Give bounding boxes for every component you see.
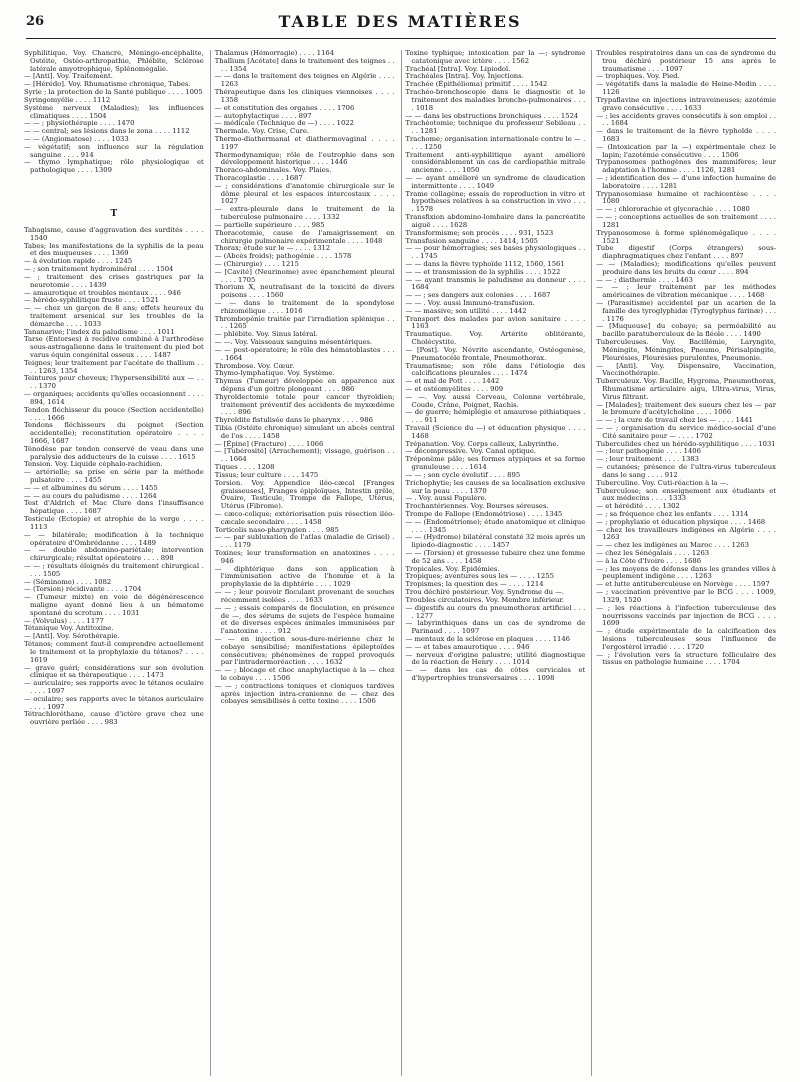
index-entry: Travail (Science du —) et éducation physique . . . . 1468 (405, 424, 586, 440)
index-entry: — [Muqueuse] du cobaye; sa perméabilité au bacille paratuberculeux de la fléole . . . . 1490 (596, 322, 776, 339)
index-entry: — amaurotique et troubles mentaux . . . . 946 (24, 288, 181, 297)
index-entry: — — dans le traitement de la spondylose rhizomélique . . . . 1016 (214, 299, 395, 315)
index-entry: Trypanosomose à forme splénomégalique . . . . 1521 (596, 228, 776, 245)
index-entry: Tabagisme, cause d'aggravation des surdités . . . . 1540 (24, 226, 204, 242)
index-columns (24, 50, 776, 1076)
index-entry: Thérapeutique dans les cliniques viennoises . . . . 1358 (214, 88, 395, 104)
index-entry: Trochantériennes. Voy. Bourses séreuses. (405, 502, 549, 511)
index-entry: — — dans les obstructions bronchiques . . . . 1524 (405, 111, 579, 120)
index-entry: — (Intoxication par la —) expérimentale chez le lapin; l'azotémie consécutive . . . . 1506 (596, 142, 776, 159)
index-entry: — phlébite. Voy. Sinus latéral. (214, 330, 318, 339)
index-entry: — extra-pleurale dans le traitement de la tuberculose pulmonaire . . . . 1332 (214, 205, 395, 222)
index-entry: Trépanation. Voy. Corps calleux, Labyrinthe. (405, 439, 559, 448)
index-entry: Thyroïdite fistulisée dans le pharynx . . . . 986 (214, 416, 373, 425)
index-entry: Ténodèse par tendon conservé de veau dans une paralysie des adducteurs de la cuisse . . . . 1615 (24, 444, 204, 461)
index-entry: — de guerre; hémiplégie et amaurose pithiatiques . . . . 911 (405, 408, 586, 425)
index-entry: — [Anti]. Voy. Dispensaire, Vaccination, Vaccinothérapie. (596, 361, 776, 378)
index-entry: — —. Voy. Vaisseaux sanguins mésentériques. (214, 338, 373, 347)
index-entry: Thalamus (Hémorragie) . . . . 1164 (214, 50, 335, 57)
index-entry: — oculaire; ses rapports avec le tétanos auriculaire . . . . 1097 (24, 694, 204, 711)
index-entry: Transfixion abdomino-lombaire dans la pancréatite aiguë . . . . 1628 (405, 213, 586, 229)
index-entry: — — ; organisation du service médico-social d'une Cité sanitaire pour — . . . . 1702 (596, 424, 776, 440)
index-entry: — — ; essais comparés de floculation, en présence de —, des sérums de sujets de l'espèce humaine et de diverses espèces animales immunisées par l'anatoxine . . . . 912 (214, 603, 395, 636)
index-entry: — et constitution des organes . . . . 1706 (214, 103, 355, 112)
index-entry: Thymus (Tumeur) développée en apparence aux dépens d'un goitre plongeant . . . . 986 (214, 377, 395, 393)
index-entry: — grave guéri; considérations sur son évolution clinique et sa thérapeutique . . . . 1473 (24, 663, 204, 680)
section-letter: T (110, 209, 118, 219)
index-entry: — (Chirurgie) . . . . 1215 (214, 259, 299, 268)
index-entry: Thymo-lymphatique. Voy. Système. (214, 369, 335, 378)
index-entry: Trachéotomie; technique du professeur Sebileau . . . . 1281 (405, 119, 586, 136)
index-entry: — ; les accidents graves consécutifs à son emploi . . . . 1684 (596, 111, 776, 128)
index-entry: — — dans les cas de côtes cervicales et d'hypertrophies transversaires . . . . 1098 (405, 666, 586, 682)
index-entry: Thermale. Voy. Crise, Cure. (214, 127, 310, 136)
index-entry: — organiques; accidents qu'elles occasionnent . . . . 894, 1614 (24, 390, 204, 406)
index-entry: Test d'Aldrich et Mac Clure dans l'insuffisance hépatique . . . . 1687 (24, 499, 204, 516)
index-entry: — à la Côte d'Ivoire . . . . 1686 (596, 556, 702, 565)
index-entry: — ; les moyens de défense dans les grandes villes à peuplement indigène . . . . 1263 (596, 564, 776, 581)
index-entry: — — ; diathermie . . . . 1463 (596, 275, 693, 284)
index-entry: — — dans la fièvre typhoïde 1112, 1560, 1561 (405, 259, 565, 268)
index-entry: — — chez les indigènes au Maroc . . . . 1263 (596, 541, 749, 550)
index-entry: — (Séminome) . . . . 1082 (24, 577, 112, 586)
index-entry: Trachée (Épithélioma) primitif . . . . 1542 (405, 80, 548, 89)
index-entry: Thoraco-abdominales. Voy. Plaies. (214, 166, 332, 175)
index-column-4 (591, 50, 776, 1076)
index-entry: — décompressive. Voy. Canal optique. (405, 447, 537, 456)
index-entry: — — ; chlororachie et glycorachie . . . . 1080 (596, 205, 750, 214)
index-entry: Toxines; leur transformation en anatoxines . . . . 946 (214, 549, 395, 565)
index-entry: — nerveux d'origine palustre; utilité diagnostique de la réaction de Henry . . . . 1014 (405, 650, 586, 667)
index-entry: — [Malades]; traitement des sueurs chez les — par le bromure d'acétylcholine . . . . 1066 (596, 400, 776, 417)
index-entry: Troubles circulatoires. Voy. Membre inférieur. (405, 595, 565, 604)
index-entry: Teintures pour cheveux; l'hypersensibilité aux — . . . . 1370 (24, 374, 204, 391)
index-entry: Transfusion sanguine . . . . 1414, 1505 (405, 236, 538, 245)
index-entry: Tibia (Ostéite chronique) simulant un abcès central de l'os . . . . 1458 (214, 424, 395, 440)
index-column-3 (401, 50, 586, 1076)
index-entry: — ; vaccination préventive par le BCG . . . . 1009, 1329, 1520 (596, 588, 776, 604)
index-entry: — ; leur pathogénie . . . . 1406 (596, 447, 701, 456)
page-title: TABLE DES MATIÈRES (278, 12, 522, 31)
index-entry: Tétrachloréthane, cause d'ictère grave chez une ouvrière perliée . . . . 983 (24, 710, 204, 727)
index-entry: — ; les réactions à l'infection tuberculeuse des nourrissons vaccinés par injection de BCG . . . . 1699 (596, 603, 776, 628)
index-entry: — cæco-colique; extériorisation puis résection iléo-cæcale secondaire . . . . 1458 (214, 509, 395, 526)
index-entry: Trypanosomes pathogènes des mammifères; leur adaptation à l'homme . . . . 1126, 1281 (596, 158, 776, 175)
index-entry: — ; son traitement hydrominéral . . . . 1504 (24, 265, 174, 274)
index-entry: Trame collagène; essais de reproduction in vitro et hypothèses relatives à sa construction in vivo . . . . 1578 (405, 189, 586, 214)
index-entry: — — . Voy. aussi Immuno-transfusion. (405, 299, 535, 307)
index-entry: Tissus; leur culture . . . . 1475 (214, 470, 319, 479)
index-entry: — — pour hémorragies; ses bases physiologiques . . . . 1745 (405, 244, 586, 261)
index-entry: — — ; la cure de travail chez les — . . . . 1441 (596, 416, 753, 425)
index-entry: — auriculaire; ses rapports avec le tétanos oculaire . . . . 1097 (24, 679, 204, 695)
index-entry: — — au cours du paludisme . . . . 1264 (24, 491, 157, 500)
index-entry: — digestifs au cours du pneumothorax artificiel . . . . 1277 (405, 603, 586, 620)
index-entry: — ; identification des — d'une infection humaine de laboratoire . . . . 1281 (596, 174, 776, 190)
index-entry: Syringomyélie . . . . 1112 (24, 95, 111, 104)
index-entry: Tension. Voy. Liquide céphalo-rachidien. (24, 460, 163, 469)
index-entry: Tiques . . . . 1208 (214, 463, 275, 472)
index-entry: — cutanées; présence de l'ultra-virus tuberculeux dans le sang . . . . 912 (596, 463, 776, 479)
index-entry: — [Épine] (Fracture) . . . . 1066 (214, 439, 324, 448)
index-entry: — — chez un garçon de 8 ans; effets heureux du traitement arsenical sur les troubles de la démarche . . . . 1033 (24, 304, 204, 328)
header-rule (26, 38, 776, 39)
index-column-2 (210, 50, 395, 1076)
index-entry: — végétatifs dans la maladie de Heine-Medin . . . . 1126 (596, 80, 776, 97)
index-entry: — hérédo-syphilitique fruste . . . . 1521 (24, 296, 159, 305)
index-entry: — — post-opératoire; le rôle des hématoblastes . . . . 1664 (214, 345, 395, 362)
index-entry: Teignes; leur traitement par l'acétate de thallium . . . . 1263, 1354 (24, 358, 204, 375)
index-entry: — — (Hydrome) bilatéral constaté 32 mois après un lipiodo-diagnostic . . . . 1457 (405, 533, 586, 550)
index-entry: — ; leur traitement . . . . 1383 (596, 455, 699, 464)
index-entry: — chez les travailleurs indigènes en Algérie . . . . 1263 (596, 525, 776, 542)
index-entry: Trachéales [Intra]. Voy. Injections. (405, 72, 524, 81)
index-entry: Thrombopénie traitée par l'irradiation splénique . . . . 1265 (214, 314, 395, 331)
index-entry: Syrie ; la protection de la Santé publique . . . . 1005 (24, 88, 203, 97)
index-entry: Trachéo-bronchoscopie dans le diagnostic et le traitement des maladies broncho-pulmonaires . . . . 1018 (405, 88, 586, 112)
index-entry: — — par subluxation de l'atlas (maladie de Grisel) . . . . 1179 (214, 533, 395, 550)
index-entry: Tendon fléchisseur du pouce (Section accidentelle) . . . . 1666 (24, 405, 204, 422)
index-entry: Trachéal [Intra]. Voy. Lipiodol. (405, 64, 511, 73)
index-entry: — ; traitement des crises gastriques par la neurotomie . . . . 1439 (24, 272, 204, 289)
index-entry: Transformisme; son procès . . . . 931, 1523 (405, 228, 554, 237)
index-entry: — — (Torsion) et grossesse tubaire chez une femme de 52 ans . . . . 1458 (405, 549, 586, 565)
index-entry: Syphilitique. Voy. Chancre, Méningo-encéphalite, Ostéite, Ostéo-arthropathie, Phlébite, Sclérose latérale amyotrophique, Splénomégalie. (24, 50, 204, 73)
index-entry: Tube digestif (Corps étrangers) sous-diaphragmatiques chez l'enfant . . . . 897 (596, 244, 776, 261)
index-entry: — (Abcès froids); pathogénie . . . . 1578 (214, 252, 352, 261)
index-entry: — partielle supérieure . . . . 985 (214, 220, 325, 229)
index-entry: Testicule (Ectopie) et atrophie de la verge . . . . 1113 (24, 515, 204, 531)
index-entry: — mentaux de la sclérose en plaques . . . . 1146 (405, 634, 570, 643)
index-entry: — — ; blocage et choc anaphylactique à la — chez le cobaye . . . . 1506 (214, 666, 395, 682)
index-entry: — artérielle; sa prise en série par la méthode pulsatoire . . . . 1455 (24, 468, 204, 484)
index-entry: — et mal de Pott . . . . 1442 (405, 377, 500, 386)
index-entry: — — ; conceptions actuelles de son traitement . . . . 1281 (596, 213, 776, 229)
index-entry: — — double abdomino-pariétale; intervention chirurgicale; résultat opératoire . . . . 898 (24, 546, 204, 563)
index-entry: — ; sa fréquence chez les enfants . . . . 1314 (596, 509, 749, 518)
index-entry: Tropismes; la question des — . . . . 1214 (405, 580, 544, 589)
index-entry: — (Volvulus) . . . . 1177 (24, 616, 104, 625)
index-entry: Système nerveux (Maladies); les influences climatiques . . . . 1504 (24, 103, 204, 120)
index-entry: Tuberculeuses. Voy. Bacillémie, Laryngite, Méningite, Méningites, Pneumo, Périsalpingite, Pleurésies, Pleurésies purulentes, Pneumonie. (596, 338, 776, 362)
index-entry: — — ; leur traitement par les méthodes américaines de vibration mécanique . . . . 1468 (596, 283, 776, 300)
index-entry: — et hérédité . . . . 1302 (596, 502, 680, 511)
index-entry: Trachome; organisation internationale contre le — . . . . 1250 (405, 134, 586, 151)
index-column-1 (24, 50, 204, 1076)
index-entry: Tabes; les manifestations de la syphilis de la peau et des muqueuses . . . . 1369 (24, 241, 204, 258)
index-entry: Thyroïdectomie totale pour cancer thyroïdien; traitement préventif des accidents de myxœdème . . . . 896 (214, 392, 395, 417)
index-entry: — — ; son cycle évolutif . . . . 895 (405, 470, 521, 479)
index-entry: — et ostéomyélites . . . . 909 (405, 384, 504, 393)
index-entry: Thoracotomie, cause de l'amaigrissement en chirurgie pulmonaire expérimentale . . . . 1048 (214, 228, 395, 245)
index-entry: Tuberculides chez un hérédo-syphilitique . . . . 1031 (596, 439, 776, 448)
index-entry: Thermo-diathermanal et diathermovaginal . . . . 1197 (214, 134, 395, 151)
index-entry: — [Cavité] (Neurinome) avec épanchement pleural . . . . 1705 (214, 267, 395, 284)
index-entry: Troubles respiratoires dans un cas de syndrome du trou déchiré postérieur 15 ans après le traumatisme . . . . 1097 (596, 50, 776, 73)
index-entry: — ; étude expérimentale de la calcification des lésions tuberculeuses sous l'influence de l'ergostérol irradié . . . . 1720 (596, 627, 776, 651)
index-entry: — — ; ses dangers aux colonies . . . . 1687 (405, 291, 551, 300)
index-entry: Thorium X, neutralisant de la toxicité de divers poisons . . . . 1560 (214, 283, 395, 300)
index-entry: Tarse (Entorses) à recidive combiné à l'arthrodèse sous-astragalienne dans le traitement du pied bot varus équin congénital osseux . . . . 1487 (24, 335, 204, 359)
index-entry: Thorax; étude sur le — . . . . 1312 (214, 244, 331, 253)
index-entry: — —. Voy. aussi Cerveau, Colonne vertébrale, Coude, Crâne, Poignet, Rachis. (405, 392, 586, 409)
index-entry: — . Voy. aussi Papulère. (405, 494, 487, 503)
index-entry: Thermodynamique; rôle de l'eutrophie dans son développement historique . . . . 1446 (214, 150, 395, 167)
index-entry: — [Anti]. Voy. Sérothérapie. (24, 632, 120, 641)
index-entry: — chez les Sénégalais . . . . 1263 (596, 549, 710, 557)
index-entry: Torsion. Voy. Appendice iléo-cæcal [Franges graisseuses], Franges épiploïques, Intestin grêle, Ovaire, Testicule, Trompe de Fallope, Utérus, Utérus (Fibrome). (214, 478, 395, 511)
index-entry: — (Parasitisme) accidentel par un acarien de la famille des tyroglyphidæ (Tyroglyphus farinæ) . . . . 1176 (596, 299, 776, 323)
index-entry: — (Tumeur mixte) en voie de dégénérescence maligne ayant donné lieu à un hématome spontané du scrotum . . . . 1031 (24, 593, 204, 617)
index-entry: Tropicales. Voy. Épidémies. (405, 564, 500, 573)
index-entry: — — ayant transmis le paludisme au donneur . . . . 1684 (405, 275, 586, 292)
index-entry: Tuberculose; son enseignement aux étudiants et aux médecins . . . . 1333 (596, 486, 776, 503)
index-entry: Thallium [Acétate] dans le traitement des teignes . . . . 1354 (214, 56, 395, 73)
index-entry: Trypaflavine en injections intraveineuses; azotémie grave consécutive . . . . 1633 (596, 95, 776, 112)
index-entry: — — et tabes amaurotique . . . . 946 (405, 642, 530, 651)
index-entry: Thoracoplastie . . . . 1687 (214, 174, 303, 182)
index-entry: Trompe de Fallope (Endométriose) . . . . 1345 (405, 509, 563, 518)
index-entry: Traumatique. Voy. Artérite oblitérante, Cholécystite. (405, 330, 586, 347)
index-entry: — — ayant amélioré un syndrome de claudication intermittente . . . . 1049 (405, 174, 586, 190)
index-entry: — — ; résultats éloignés du traitement chirurgical . . . . 1505 (24, 561, 204, 578)
index-entry: Tuberculeux. Voy. Bacille, Hygroma, Pneumothorax, Rhumatisme articulaire aigu, Ultra-virus, Virus, Virus filtrant. (596, 377, 776, 401)
index-entry: — [Hérédo]. Voy. Rhumatisme chronique, Tabes. (24, 80, 191, 89)
index-entry: Traumatisme; son rôle dans l'étiologie des calcifications pleurales . . . . 1474 (405, 361, 586, 378)
index-entry: — végétatif; son influence sur la régulation sanguine . . . . 914 (24, 142, 204, 159)
index-entry: Torticolis naso-pharyngien . . . . 985 (214, 525, 339, 534)
index-entry: — autophylactique . . . . 897 (214, 111, 312, 120)
index-entry: Traitement anti-syphilitique ayant amélioré considérablement un cas de cardiopathie mitrale ancienne . . . . 1050 (405, 150, 586, 175)
index-entry: Tendons fléchisseurs du poignet (Section accidentelle); reconstitution opératoire . . . . 1666, 1687 (24, 421, 204, 445)
index-entry: — trophiques. Voy. Pied. (596, 72, 680, 81)
index-entry: — (Torsion) récidivante . . . . 1704 (24, 585, 142, 594)
index-entry: Trypanosomiase humaine et rachicentèse . . . . 1080 (596, 189, 776, 206)
index-entry: — dans le traitement de la fièvre typhoïde . . . . 1683 (596, 127, 776, 143)
index-entry: — ; considérations d'anatomie chirurgicale sur le dôme pleural et les espaces intercostaux . . . . 1027 (214, 181, 395, 206)
index-entry: — — bilatérale; modification à la technique opératoire d'Ombrédanne . . . . 1489 (24, 530, 204, 547)
index-entry: — — et transmission de la syphilis . . . . 1522 (405, 267, 561, 276)
index-entry: Thrombose. Voy. Cœur. (214, 361, 295, 370)
page-header (0, 0, 800, 44)
index-entry: Tétanique Voy. Antitoxine. (24, 624, 114, 633)
index-entry: — et lutte antituberculeuse en Norvège . . . . 1597 (596, 580, 770, 589)
page-number: 26 (26, 14, 45, 29)
index-entry: Trichophytie; les causes de sa localisation exclusive sur la peau . . . . 1370 (405, 478, 586, 495)
index-entry: — thymo lymphatique; rôle physiologique et pathologique . . . . 1309 (24, 158, 204, 175)
index-entry: Tuberculine. Voy. Cuti-réaction à la —. (596, 478, 729, 487)
index-entry: — [Post]. Voy. Névrite ascendante, Ostéogenèse, Pneumatocèle frontale, Pneumothorax. (405, 345, 586, 362)
index-entry: — ; prophylaxie et éducation physique . . . . 1468 (596, 517, 766, 526)
index-entry: — — en injection sous-dure-mérienne chez le cobaye sensibilisé; manifestations épileptoïdes consécutives; phénomènes de rappel provoqués par l'intradermoréaction . . . . 1632 (214, 634, 395, 667)
index-entry: Tananarive; l'index du paludisme . . . . 1011 (24, 327, 175, 336)
index-entry: — médicale (Technique de —) . . . . 1022 (214, 119, 354, 128)
index-entry: — — ; contractions toniques et cloniques tardives après injection intra-cranienne de — chez des cobayes sensibilisés à cette toxine . . . . 1506 (214, 681, 395, 706)
index-entry: — — ; leur pouvoir floculant provenant de souches récemment isolées . . . . 1633 (214, 588, 395, 604)
index-entry: Tétanos; comment faut-il comprendre actuellement le traitement et la prophylaxie du tétanos? . . . . 1619 (24, 640, 204, 664)
index-entry: — — dans le traitement des teignes en Algérie . . . . 1263 (214, 72, 395, 89)
index-entry: — [Anti]. Voy. Traitement. (24, 72, 113, 81)
index-entry: — — (Maladies); modifications qu'elles peuvent produire dans les bruits du cœur . . . . 894 (596, 259, 776, 276)
index-entry: — — central; ses lésions dans le zona . . . . 1112 (24, 127, 190, 136)
index-entry: — — (Angiomatose) . . . . 1033 (24, 134, 129, 143)
index-entry: — labyrinthiques dans un cas de syndrome de Parinaud . . . . 1097 (405, 619, 586, 636)
index-entry: Toxine typhique; intoxication par la —; syndrome catatonique avec ictère . . . . 1562 (405, 50, 586, 65)
index-entry: — — et albumines du sérum . . . . 1455 (24, 483, 158, 492)
index-entry: Tréponème pâle; ses formes atypiques et sa forme granuleuse . . . . 1614 (405, 455, 586, 472)
index-entry: — diphtérique dans son application à l'immunisation active de l'homme et à la prophylaxie de la diphtérie . . . . 1029 (214, 564, 395, 589)
index-entry: — [Tubérosité] (Arrachement); vissage, guérison . . . . 1664 (214, 447, 395, 464)
index-entry: Trou déchiré postérieur. Voy. Syndrome du —. (405, 588, 565, 597)
index-entry: — ; l'évolution vers la structure folliculaire des tissus en pathologie humaine . . . . 1704 (596, 650, 776, 667)
index-entry: — — ; physiothérapie . . . . 1470 (24, 119, 135, 128)
index-entry: — à évolution rapide . . . . 1245 (24, 257, 133, 266)
index-entry: — — (Endométriome); étude anatomique et clinique . . . . 1345 (405, 517, 586, 534)
index-entry: — — massive; son utilité . . . . 1442 (405, 306, 527, 315)
index-entry: Transport des malades par avion sanitaire . . . . 1163 (405, 314, 586, 331)
index-entry: Tropiques; aventures sous les — . . . . 1255 (405, 572, 554, 581)
